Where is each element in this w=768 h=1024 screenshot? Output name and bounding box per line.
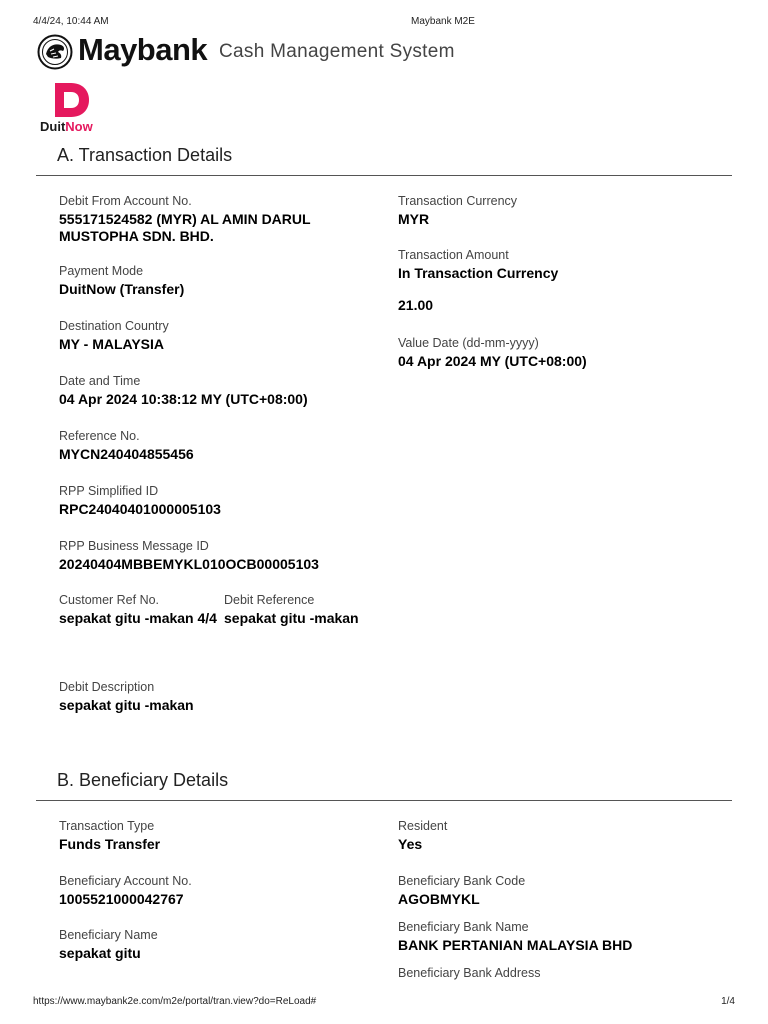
section-a-divider bbox=[36, 175, 732, 176]
brand-subtitle: Cash Management System bbox=[219, 41, 455, 62]
field-value: sepakat gitu -makan 4/4 bbox=[59, 610, 217, 626]
field-label: Beneficiary Bank Name bbox=[398, 920, 529, 934]
field-transaction-amount bbox=[398, 248, 728, 314]
field-reference-no bbox=[59, 429, 389, 463]
print-page-number: 1/4 bbox=[721, 996, 735, 1007]
field-value: 04 Apr 2024 MY (UTC+08:00) bbox=[398, 353, 587, 369]
duitnow-wordmark bbox=[40, 119, 93, 134]
field-label: Date and Time bbox=[59, 374, 141, 388]
print-datetime: 4/4/24, 10:44 AM bbox=[33, 16, 109, 27]
section-b-divider bbox=[36, 800, 732, 801]
field-label: Transaction Currency bbox=[398, 194, 518, 208]
field-label: RPP Simplified ID bbox=[59, 484, 159, 498]
print-url: https://www.maybank2e.com/m2e/portal/tran.view?do=ReLoad# bbox=[33, 996, 317, 1007]
field-value: 04 Apr 2024 10:38:12 MY (UTC+08:00) bbox=[59, 391, 308, 407]
field-label: Transaction Type bbox=[59, 819, 155, 833]
field-beneficiary-bank-name bbox=[398, 920, 728, 954]
field-value: MY - MALAYSIA bbox=[59, 336, 165, 352]
section-b-title: B. Beneficiary Details bbox=[57, 770, 229, 790]
brand-name: Maybank bbox=[78, 32, 208, 67]
field-debit-account bbox=[59, 194, 349, 245]
field-value: 21.00 bbox=[398, 297, 434, 313]
maybank-tiger-logo-icon bbox=[37, 34, 73, 70]
field-debit-description bbox=[59, 680, 389, 714]
field-beneficiary-name bbox=[59, 928, 389, 962]
field-label: Transaction Amount bbox=[398, 248, 509, 262]
field-value: 1005521000042767 bbox=[59, 891, 184, 907]
field-value: 555171524582 (MYR) AL AMIN DARUL MUSTOPHA SDN. BHD. bbox=[59, 211, 311, 244]
field-transaction-currency bbox=[398, 194, 728, 228]
field-label: Resident bbox=[398, 819, 448, 833]
field-resident bbox=[398, 819, 728, 853]
field-customer-ref bbox=[59, 593, 219, 627]
field-value: AGOBMYKL bbox=[398, 891, 480, 907]
brand-header bbox=[37, 34, 497, 70]
field-label: Payment Mode bbox=[59, 264, 144, 278]
field-value: RPC24040401000005103 bbox=[59, 501, 221, 517]
field-label: RPP Business Message ID bbox=[59, 539, 209, 553]
duitnow-text-duit: Duit bbox=[40, 119, 66, 134]
print-footer bbox=[33, 996, 735, 1010]
duitnow-logo bbox=[39, 81, 109, 135]
field-value: MYCN240404855456 bbox=[59, 446, 194, 462]
field-value-date bbox=[398, 336, 728, 370]
print-page-title: Maybank M2E bbox=[411, 16, 475, 27]
field-label: Beneficiary Bank Code bbox=[398, 874, 526, 888]
field-value: sepakat gitu -makan bbox=[59, 697, 194, 713]
field-rpp-simplified-id bbox=[59, 484, 389, 518]
field-value: Yes bbox=[398, 836, 423, 852]
field-label: Debit Description bbox=[59, 680, 155, 694]
field-beneficiary-bank-code bbox=[398, 874, 728, 908]
field-date-time bbox=[59, 374, 389, 408]
section-a-title: A. Transaction Details bbox=[57, 145, 233, 165]
field-beneficiary-bank-address bbox=[398, 966, 728, 981]
field-value: 20240404MBBEMYKL010OCB00005103 bbox=[59, 556, 319, 572]
field-label: Debit From Account No. bbox=[59, 194, 192, 208]
field-value: Funds Transfer bbox=[59, 836, 161, 852]
field-transaction-type bbox=[59, 819, 389, 853]
field-subheading: In Transaction Currency bbox=[398, 265, 559, 281]
print-header bbox=[33, 16, 735, 30]
field-label: Debit Reference bbox=[224, 593, 315, 607]
field-debit-reference bbox=[224, 593, 384, 627]
field-label: Beneficiary Name bbox=[59, 928, 158, 942]
field-label: Reference No. bbox=[59, 429, 140, 443]
field-destination-country bbox=[59, 319, 389, 353]
field-label: Beneficiary Bank Address bbox=[398, 966, 541, 980]
field-label: Customer Ref No. bbox=[59, 593, 160, 607]
field-label: Value Date (dd-mm-yyyy) bbox=[398, 336, 539, 350]
field-value: DuitNow (Transfer) bbox=[59, 281, 185, 297]
field-value: sepakat gitu bbox=[59, 945, 141, 961]
field-rpp-business-message-id bbox=[59, 539, 389, 573]
duitnow-text-now: Now bbox=[65, 119, 93, 134]
field-payment-mode bbox=[59, 264, 389, 298]
field-value: BANK PERTANIAN MALAYSIA BHD bbox=[398, 937, 633, 953]
field-label: Beneficiary Account No. bbox=[59, 874, 192, 888]
duitnow-d-icon bbox=[51, 81, 91, 119]
field-beneficiary-account bbox=[59, 874, 389, 908]
field-value: MYR bbox=[398, 211, 430, 227]
field-label: Destination Country bbox=[59, 319, 169, 333]
field-value: sepakat gitu -makan bbox=[224, 610, 359, 626]
